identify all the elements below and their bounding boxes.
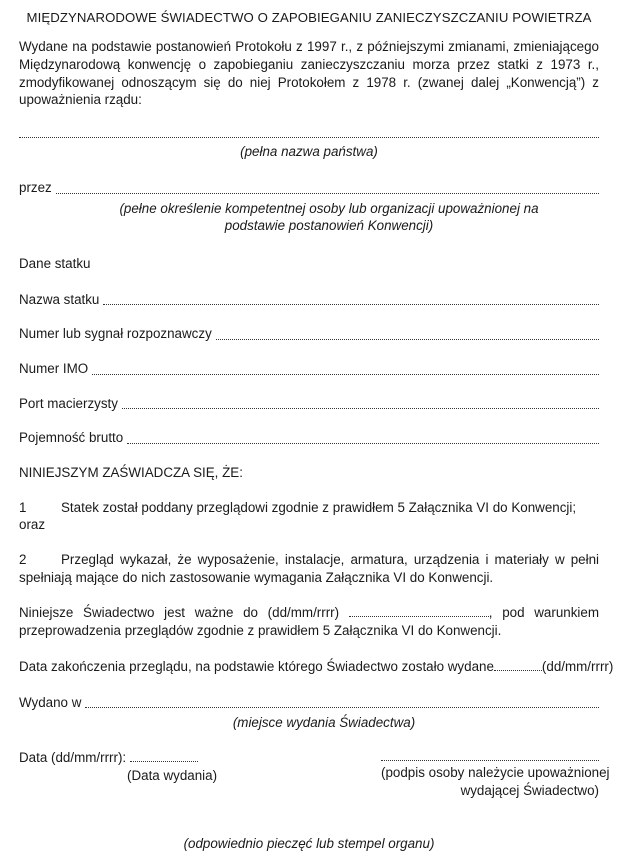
ship-field-signal — [19, 325, 599, 343]
by-caption: (pełne określenie kompetentnej osoby lub organizacji upoważnionej na podstawie postanowień Konwencji) — [119, 200, 539, 234]
completion-row — [19, 658, 614, 676]
ship-imo-input[interactable] — [92, 362, 599, 375]
ship-field-imo — [19, 360, 599, 378]
validity-date-field[interactable] — [349, 605, 489, 617]
seal-caption: (odpowiednio pieczęć lub stempel organu) — [183, 836, 435, 852]
by-field[interactable] — [56, 181, 599, 194]
ship-field-tonnage — [19, 429, 599, 447]
ship-signal-input[interactable] — [216, 327, 599, 340]
validity-paragraph — [19, 604, 599, 639]
ship-field-label: Numer lub sygnał rozpoznawczy — [19, 326, 212, 342]
signature-block — [19, 749, 610, 799]
certify-item-2 — [19, 551, 599, 586]
intro-paragraph: Wydane na podstawie postanowień Protokołu z 1997 r., z późniejszymi zmianami, zmieniającego Międzynarodową konwencję o zapobieganiu zanieczyszczaniu morza przez statki z 1973 r., zmodyfikowanej odnoszącym się do niej Protokołem z 1978 r. (zwanej dalej „Konwencją”) z upoważnienia rządu: — [19, 39, 599, 108]
signature-caption-1: (podpis osoby należycie upoważnionej — [381, 764, 610, 780]
date-field[interactable] — [130, 750, 198, 762]
ship-name-input[interactable] — [103, 292, 599, 305]
issued-caption: (miejsce wydania Świadectwa) — [232, 715, 416, 731]
ship-field-name — [19, 291, 599, 309]
ship-field-label: Nazwa statku — [19, 291, 100, 307]
ship-field-label: Port macierzysty — [19, 395, 118, 411]
ship-field-label: Pojemność brutto — [19, 430, 124, 446]
date-block — [19, 749, 229, 799]
ship-field-label: Numer IMO — [19, 360, 89, 376]
item-text: Statek został poddany przeglądowi zgodnie z prawidłem 5 Załącznika VI do Konwencji; oraz — [19, 499, 577, 533]
by-row — [19, 179, 599, 197]
validity-prefix: Niniejsze Świadectwo jest ważne do (dd/mm/rrrr) — [19, 605, 340, 621]
validity-suffix: , pod warunkiem przeprowadzenia przeglądów zgodnie z prawidłem 5 Załącznika VI do Konwencji. — [19, 605, 599, 639]
ship-port-input[interactable] — [122, 396, 599, 409]
item-number: 2 — [19, 552, 27, 568]
date-caption: (Data wydania) — [127, 767, 218, 783]
completion-date-field[interactable] — [494, 659, 542, 671]
signature-caption-2: wydającej Świadectwo) — [460, 782, 599, 798]
ship-data-header: Dane statku — [19, 255, 91, 271]
issued-row — [19, 694, 599, 712]
completion-prefix: Data zakończenia przeglądu, na podstawie którego Świadectwo zostało wydane — [19, 658, 494, 674]
date-row — [19, 749, 229, 767]
issued-label: Wydano w — [19, 694, 82, 710]
item-number: 1 — [19, 499, 27, 515]
item-text: Przegląd wykazał, że wyposażenie, instalacje, armatura, urządzenia i materiały w pełni spełniają mające do nich zastosowanie wymagania Załącznika VI do Konwencji. — [19, 552, 599, 585]
issued-place-field[interactable] — [85, 695, 599, 708]
certify-item-1 — [19, 499, 599, 534]
completion-suffix: (dd/mm/rrrr) — [541, 658, 614, 674]
state-name-field[interactable] — [19, 124, 599, 138]
certify-header: NINIEJSZYM ZAŚWIADCZA SIĘ, ŻE: — [19, 465, 243, 481]
state-name-caption: (pełna nazwa państwa) — [240, 144, 378, 160]
by-label: przez — [19, 179, 52, 195]
signature-area — [381, 749, 610, 799]
ship-tonnage-input[interactable] — [127, 431, 599, 444]
certificate-page — [19, 9, 614, 853]
document-title: MIĘDZYNARODOWE ŚWIADECTWO O ZAPOBIEGANIU ZANIECZYSZCZANIU POWIETRZA — [26, 10, 592, 25]
date-label: Data (dd/mm/rrrr): — [19, 749, 127, 765]
ship-field-port — [19, 395, 599, 413]
signature-field[interactable] — [381, 749, 599, 761]
